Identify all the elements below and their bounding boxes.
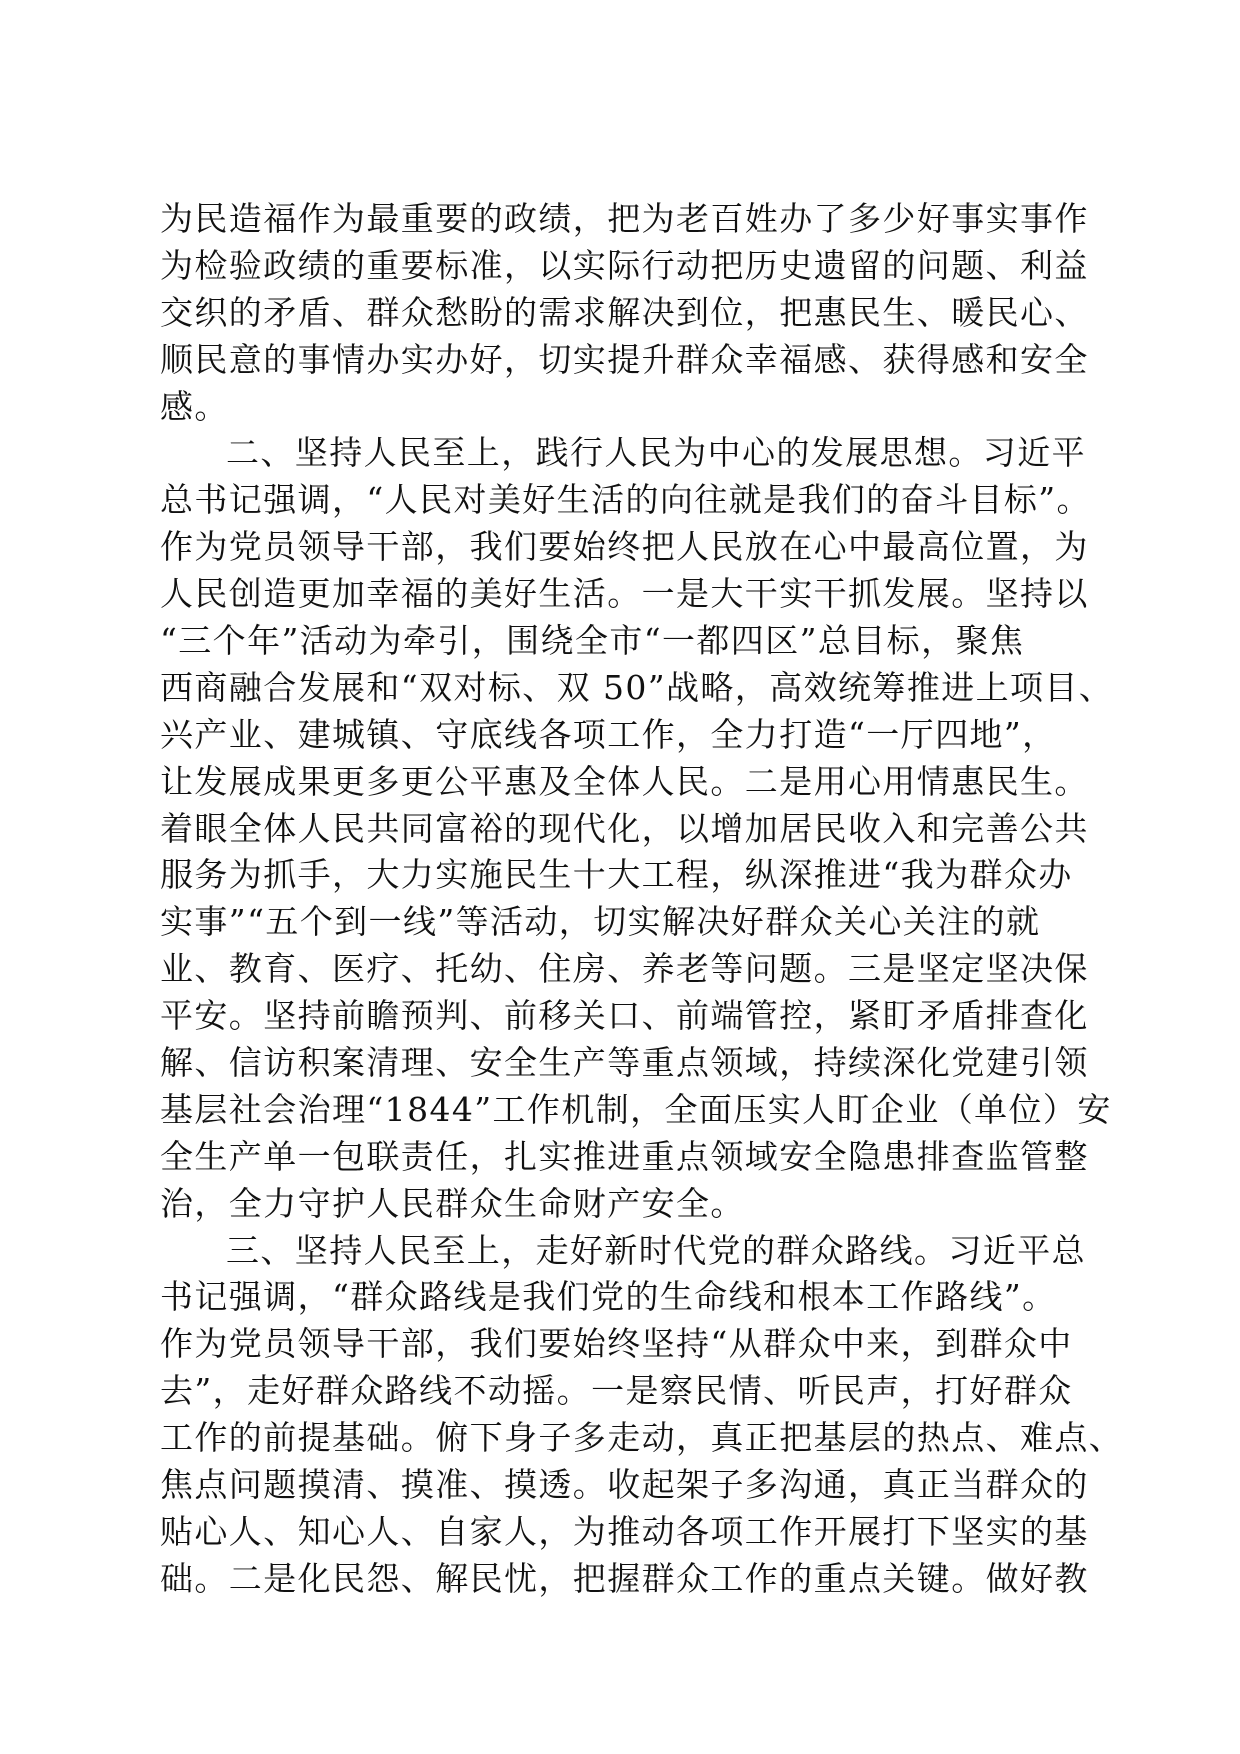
text-line: 总书记强调，“人民对美好生活的向往就是我们的奋斗目标”。	[160, 480, 1091, 520]
text-line: 书记强调，“群众路线是我们党的生命线和根本工作路线”。	[160, 1277, 1057, 1317]
text-line: 人民创造更加幸福的美好生活。一是大干实干抓发展。坚持以	[160, 574, 1089, 614]
text-line: 顺民意的事情办实办好，切实提升群众幸福感、获得感和安全	[160, 339, 1089, 379]
text-line: 交织的矛盾、群众愁盼的需求解决到位，把惠民生、暖民心、	[160, 292, 1089, 332]
text-line: 为民造福作为最重要的政绩，把为老百姓办了多少好事实事作	[160, 199, 1089, 238]
text-line: 作为党员领导干部，我们要始终把人民放在心中最高位置，为	[160, 527, 1089, 567]
text-line: 焦点问题摸清、摸准、摸透。收起架子多沟通，真正当群众的	[160, 1465, 1089, 1505]
text-line: 全生产单一包联责任，扎实推进重点领域安全隐患排查监管整	[160, 1136, 1089, 1176]
text-line: 感。	[160, 386, 229, 426]
text-line: 平安。坚持前瞻预判、前移关口、前端管控，紧盯矛盾排查化	[160, 996, 1089, 1036]
text-line: 服务为抓手，大力实施民生十大工程，纵深推进“我为群众办	[160, 855, 1073, 895]
text-line: 西商融合发展和“双对标、双 50”战略，高效统筹推进上项目、	[160, 667, 1114, 707]
text-line: 解、信访积案清理、安全生产等重点领域，持续深化党建引领	[160, 1043, 1089, 1083]
section-heading-line: 二、坚持人民至上，践行人民为中心的发展思想。习近平	[226, 433, 1086, 473]
text-line: 为检验政绩的重要标准，以实际行动把历史遗留的问题、利益	[160, 245, 1089, 285]
text-line: 让发展成果更多更公平惠及全体人民。二是用心用情惠民生。	[160, 761, 1089, 801]
text-line: “三个年”活动为牵引，围绕全市“一都四区”总目标，聚焦	[160, 621, 1025, 661]
text-line: 兴产业、建城镇、守底线各项工作，全力打造“一厅四地”，	[160, 714, 1057, 754]
text-line: 治，全力守护人民群众生命财产安全。	[160, 1183, 745, 1223]
text-line: 业、教育、医疗、托幼、住房、养老等问题。三是坚定坚决保	[160, 949, 1089, 989]
section-heading-line: 三、坚持人民至上，走好新时代党的群众路线。习近平总	[226, 1230, 1086, 1270]
text-line: 基层社会治理“1844”工作机制，全面压实人盯企业（单位）安	[160, 1089, 1112, 1129]
text-line: 工作的前提基础。俯下身子多走动，真正把基层的热点、难点、	[160, 1418, 1124, 1458]
text-line: 础。二是化民怨、解民忧，把握群众工作的重点关键。做好教	[160, 1558, 1089, 1598]
text-line: 着眼全体人民共同富裕的现代化，以增加居民收入和完善公共	[160, 808, 1089, 848]
body-text	[160, 196, 1124, 1603]
text-line: 实事”“五个到一线”等活动，切实解决好群众关心关注的就	[160, 902, 1041, 942]
text-line: 作为党员领导干部，我们要始终坚持“从群众中来，到群众中	[160, 1324, 1073, 1364]
text-line: 去”，走好群众路线不动摇。一是察民情、听民声，打好群众	[160, 1371, 1073, 1411]
text-line: 贴心人、知心人、自家人，为推动各项工作开展打下坚实的基	[160, 1511, 1089, 1551]
